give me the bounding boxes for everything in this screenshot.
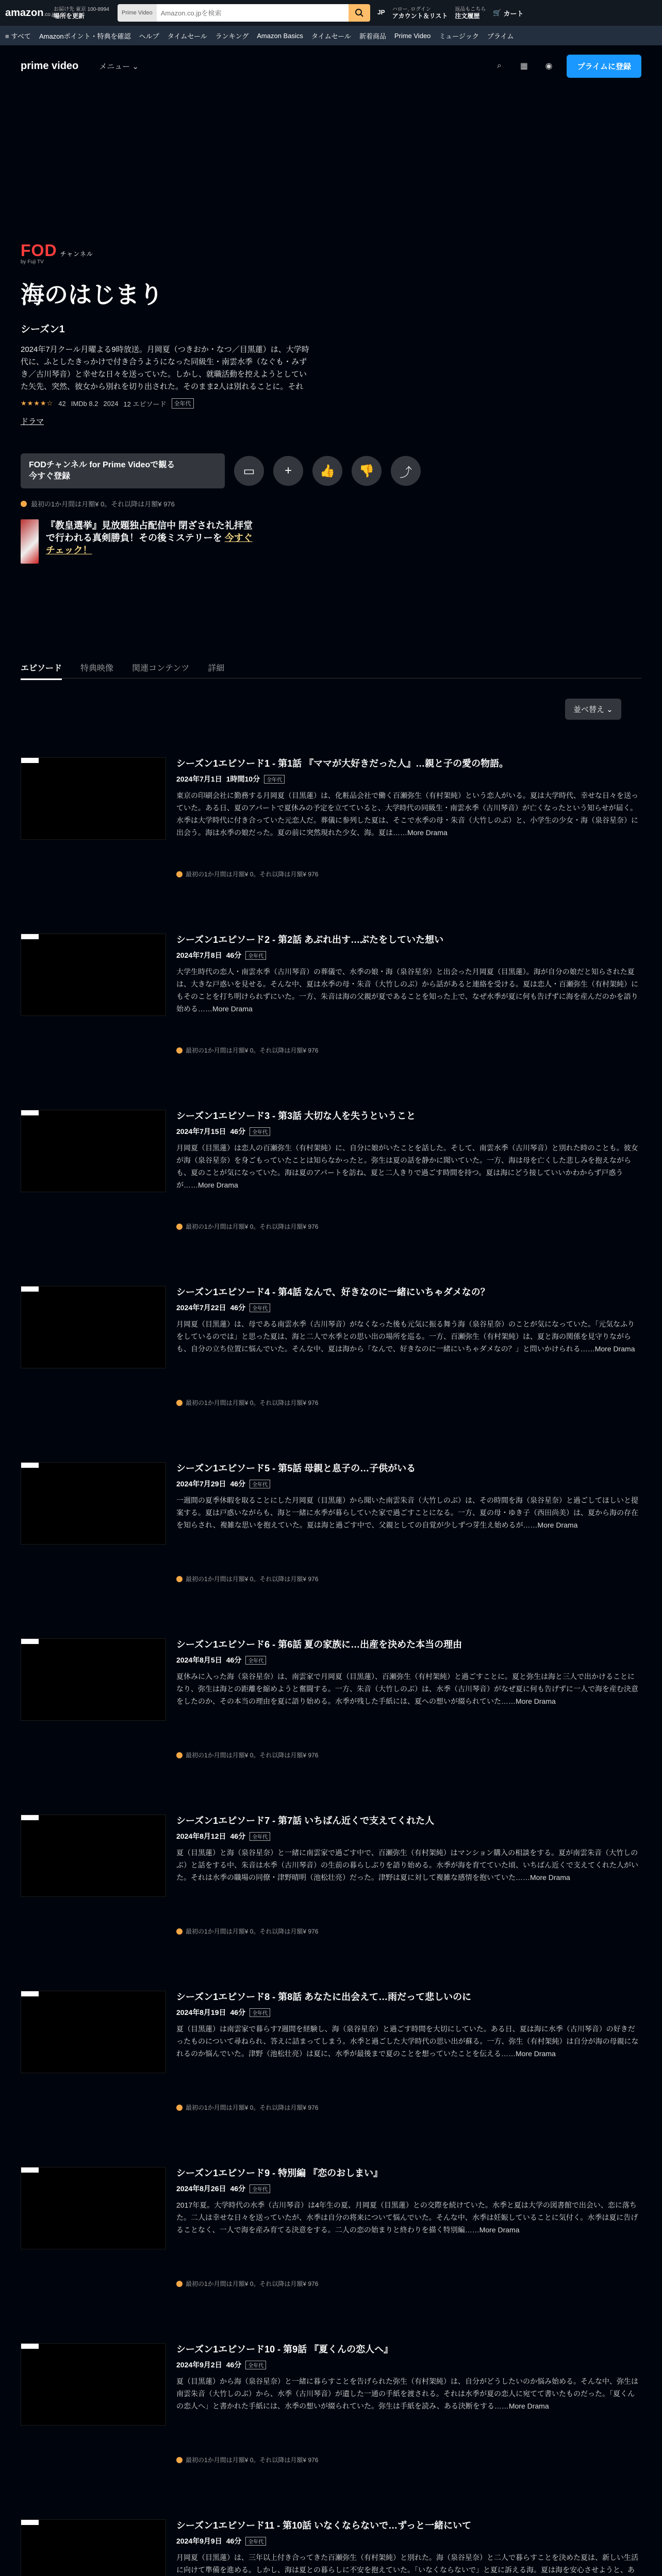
episode-offer-text: 最初の1か月間は月額¥ 0。それ以降は月額¥ 976 (186, 2456, 319, 2464)
episode-date: 2024年8月5日 (176, 1656, 222, 1664)
page-title: 海のはじまり (21, 281, 163, 309)
episode-description: 東京の印刷会社に勤務する月岡夏（目黒蓮）は、化粧品会社で働く百瀬弥生（有村架純）という恋人がいる。夏は大学時代、幸せな日々を送っていた。ある日、夏のアパートで夏休みの予定を立てていると、大学時代の同級生・南雲水季（古川琴音）が亡くなったという知らせが届く。水季は大学時代に付き合っていた元恋人だ。葬儀に参列した夏は、そこで水季の母・朱音（大竹しのぶ）と、小学生の少女・海（泉谷星奈）に出会う。海は水季の娘だった。夏の前に突然現れた少女、海。夏は……More Drama (176, 791, 638, 837)
nav-item[interactable]: Prime Video (394, 31, 431, 40)
thumbnail-logo (21, 1463, 39, 1468)
amazon-nav-bar (0, 26, 662, 45)
episode-meta (176, 1655, 641, 1665)
episode-title[interactable]: シーズン1エピソード8 - 第8話 あなたに出会えて…雨だって悲しいのに (176, 1992, 472, 2002)
episode-date: 2024年7月8日 (176, 951, 222, 959)
fine-print-text: 最初の1か月間は月額¥ 0。それ以降は月額¥ 976 (31, 500, 175, 508)
orders-link[interactable]: 返品もこちら 注文履歴 (455, 6, 486, 20)
episode-count: 12 エピソード (123, 400, 167, 408)
episode-title[interactable]: シーズン1エピソード3 - 第3話 大切な人を失うということ (176, 1111, 416, 1121)
episode-offer-text: 最初の1か月間は月額¥ 0。それ以降は月額¥ 976 (186, 1928, 319, 1935)
age-rating-badge: 全年代 (245, 2361, 266, 2369)
share-button[interactable] (391, 456, 421, 486)
share-icon: ⤴ (400, 465, 412, 480)
episode-thumbnail[interactable] (21, 1638, 166, 1721)
thumbnail-logo (21, 2520, 39, 2525)
episode-item[interactable] (21, 1110, 641, 1264)
age-rating-badge: 全年代 (172, 398, 194, 409)
amazon-logo[interactable]: amazon.co.jp (5, 7, 56, 19)
episode-thumbnail[interactable] (21, 1462, 166, 1545)
episode-body (176, 2519, 641, 2576)
hero-details (21, 241, 309, 427)
thumbnail-logo (21, 934, 39, 939)
age-rating-badge: 全年代 (250, 2184, 270, 2193)
meta-row (21, 398, 309, 409)
episode-offer-note (176, 1222, 641, 1231)
prime-video-header (0, 45, 662, 87)
episode-meta (176, 1479, 641, 1489)
episode-date: 2024年7月1日 (176, 775, 222, 783)
age-rating-badge: 全年代 (250, 1832, 270, 1841)
episode-meta (176, 2536, 641, 2546)
tab-bonus[interactable]: 特典映像 (80, 664, 114, 673)
episode-body (176, 1462, 641, 1583)
promo-thumbnail (21, 519, 39, 564)
episode-duration: 46分 (230, 2184, 246, 2193)
episode-description: 大学生時代の恋人・南雲水季（古川琴音）の葬儀で、水季の娘・海（泉谷星奈）と出会った月岡夏（目黒蓮）。海が自分の娘だと知らされた夏は、大きな戸惑いを見せる。そんな中、夏は水季の母・朱音（大竹しのぶ）から話があると連絡を受ける。夏は恋人・百瀬弥生（有村架純）にもそのことを打ち明けられずにいた。一方、朱音は海の父親が夏であることを知った上で、なぜ水季が夏に何も告げずに海を産んだのかを語り始める……More Drama (176, 968, 638, 1013)
subscription-fine-print (21, 499, 175, 509)
episode-item[interactable] (21, 2519, 641, 2576)
episode-item[interactable] (21, 1991, 641, 2145)
episode-duration: 46分 (230, 1480, 246, 1488)
offer-icon (176, 2281, 183, 2287)
episode-thumbnail[interactable] (21, 934, 166, 1016)
episode-body (176, 2343, 641, 2464)
episode-item[interactable] (21, 1638, 641, 1793)
episode-thumbnail[interactable] (21, 757, 166, 840)
episode-meta (176, 1831, 641, 1841)
episode-title[interactable]: シーズン1エピソード1 - 第1話 『ママが大好きだった人』…親と子の愛の物語。 (176, 758, 509, 769)
thumbnail-logo (21, 1815, 39, 1820)
episode-body (176, 1815, 641, 1936)
thumbnail-logo (21, 1286, 39, 1292)
episode-body (176, 2167, 641, 2288)
account-menu[interactable]: ハロー, ログイン アカウント＆リスト (392, 6, 448, 20)
action-row (21, 453, 421, 488)
subscribe-line1: FODチャンネル for Prime Videoで観る (29, 461, 175, 469)
subscribe-button[interactable] (21, 453, 225, 488)
nav-item[interactable]: 新着商品 (359, 32, 386, 40)
episode-meta (176, 2007, 641, 2018)
nav-item[interactable]: ランキング (215, 32, 249, 40)
age-rating-badge: 全年代 (250, 1303, 270, 1312)
tab-related[interactable]: 関連コンテンツ (132, 664, 190, 673)
episode-duration: 1時間10分 (226, 775, 260, 783)
search-input[interactable] (157, 4, 349, 22)
episode-title[interactable]: シーズン1エピソード4 - 第4話 なんで、好きなのに一緒にいちゃダメなの？ (176, 1287, 490, 1297)
episode-thumbnail[interactable] (21, 1815, 166, 1897)
release-year: 2024 (103, 399, 119, 408)
episode-description: 夏（目黒蓮）と海（泉谷星奈）と一緒に南雲家で過ごす中で、百瀬弥生（有村架純）はマンション購入の相談をする。夏が南雲朱音（大竹しのぶ）と話をする中、朱音は水季（古川琴音）の生前の暮らしぶりを語り始める。水季が海を育てていた頃、いちばん近くで支えてくれた人がいた。それは水季の職場の同僚・津野晴明（池松壮亮）だった。津野は夏に対して複雑な感情を抱いていた……More Drama (176, 1849, 638, 1882)
offer-icon (176, 1576, 183, 1582)
age-rating-badge: 全年代 (264, 775, 285, 784)
episode-date: 2024年7月22日 (176, 1303, 226, 1312)
episode-thumbnail[interactable] (21, 1286, 166, 1368)
episode-meta (176, 950, 641, 960)
episode-item[interactable] (21, 1286, 641, 1440)
thumbs-up-icon: 👍 (320, 464, 335, 478)
nav-item[interactable]: Amazon Basics (257, 31, 303, 40)
episode-title[interactable]: シーズン1エピソード7 - 第7話 いちばん近くで支えてくれた人 (176, 1816, 435, 1826)
offer-icon (176, 871, 183, 877)
episode-offer-note (176, 870, 641, 878)
episode-description: 一週間の夏季休暇を取ることにした月岡夏（目黒蓮）から聞いた南雲朱音（大竹しのぶ）は、その時間を海（泉谷星奈）と過ごしてほしいと提案する。夏は戸惑いながらも、海と一緒に水季が暮らしていた家で過ごすことになる。一方、夏の母・ゆき子（西田尚美）は、夏から海の存在を知らされ、複雑な思いを抱えていた。夏は海と過ごす中で、父親としての自覚が少しずつ芽生え始めるが……More Drama (176, 1496, 638, 1529)
episode-date: 2024年9月9日 (176, 2537, 222, 2545)
content-tabs (21, 662, 224, 680)
episode-item[interactable] (21, 2343, 641, 2498)
deliver-to[interactable]: お届け先 東京 100-8994 場所を更新 (54, 6, 109, 20)
episode-offer-note (176, 2103, 641, 2112)
episode-offer-note (176, 1398, 641, 1407)
episode-description: 夏（目黒蓮）は南雲家で暮らす7週間を経験し、海（泉谷星奈）と過ごす時間を大切にしていた。ある日、夏は海に水季（古川琴音）の好きだったものについて尋ねられ、答えに詰まってしまう。水季と過ごした大学時代の思い出が蘇る。一方、弥生（有村架純）は自分が海の母親になれるのか悩んでいた。津野（池松壮亮）は夏に、水季が最後まで夏のことを想っていたことを伝える……More Drama (176, 2025, 639, 2058)
trailer-icon: ▭ (243, 464, 255, 478)
cart-button[interactable]: 🛒 カート (493, 9, 524, 18)
episode-thumbnail[interactable] (21, 1991, 166, 2073)
episode-body (176, 757, 641, 878)
nav-item[interactable]: Amazonポイント・特典を確認 (39, 32, 131, 40)
episode-item[interactable] (21, 757, 641, 912)
episode-title[interactable]: シーズン1エピソード5 - 第5話 母親と息子の…子供がいる (176, 1463, 416, 1473)
episode-offer-text: 最初の1か月間は月額¥ 0。それ以降は月額¥ 976 (186, 1752, 319, 1759)
episode-title[interactable]: シーズン1エピソード6 - 第6話 夏の家族に…出産を決めた本当の理由 (176, 1639, 462, 1650)
imdb-rating: IMDb 8.2 (71, 399, 98, 408)
episode-thumbnail[interactable] (21, 2167, 166, 2249)
prime-video-logo[interactable]: prime video (21, 60, 79, 72)
episode-description: 夏（目黒蓮）から海（泉谷星奈）と一緒に暮らすことを告げられた弥生（有村架純）は、自分がどうしたいのか悩み始める。そんな中、弥生は南雲朱音（大竹しのぶ）から、水季（古川琴音）が遺した一通の手紙を渡される。それは水季が夏の恋人に宛てて書いたものだった。「夏くんの恋人へ」と書かれた手紙には、水季の想いが綴られていた。弥生は手紙を読み、ある決断をする……More Drama (176, 2377, 638, 2410)
thumbnail-logo (21, 2167, 39, 2173)
nav-item[interactable]: ≡ すべて (5, 32, 31, 40)
episode-offer-note (176, 2279, 641, 2288)
profile-icon[interactable]: ◉ (545, 62, 553, 71)
episode-description: 2017年夏。大学時代の水季（古川琴音）は4年生の夏、月岡夏（目黒蓮）との交際を続けていた。水季と夏は大学の図書館で出会い、恋に落ちた。二人は幸せな日々を送っていたが、水季は自分の将来について悩んでいた。そんな中、水季は妊娠していることに気付く。水季は夏に告げることなく、一人で海を産み育てる決意をする。二人の恋の始まりと終わりを描く特別編……More Drama (176, 2201, 638, 2234)
search-bar (118, 4, 370, 22)
offer-icon (176, 2105, 183, 2111)
tab-episodes[interactable]: エピソード (21, 662, 62, 680)
join-prime-button[interactable]: プライムに登録 (567, 55, 641, 78)
add-to-watchlist-button[interactable] (273, 456, 303, 486)
nav-item[interactable]: ヘルプ (139, 32, 159, 40)
thumbnail-logo (21, 1110, 39, 1115)
episode-body (176, 1110, 641, 1231)
episode-thumbnail[interactable] (21, 1110, 166, 1192)
episode-offer-text: 最初の1か月間は月額¥ 0。それ以降は月額¥ 976 (186, 1223, 319, 1230)
prime-video-header-right (492, 55, 641, 78)
prime-video-menu[interactable]: メニュー ⌄ (99, 62, 139, 71)
tab-details[interactable]: 詳細 (208, 664, 225, 673)
episode-body (176, 1991, 641, 2112)
cart-icon: 🛒 (493, 9, 502, 16)
thumbnail-logo (21, 758, 39, 763)
nav-item[interactable]: タイムセール (167, 32, 207, 40)
episode-duration: 46分 (230, 2008, 246, 2016)
episode-offer-text: 最初の1か月間は月額¥ 0。それ以降は月額¥ 976 (186, 2104, 319, 2111)
offer-icon (176, 1047, 183, 1054)
episode-meta (176, 2360, 641, 2370)
genre-link[interactable]: ドラマ (21, 417, 44, 426)
offer-icon (176, 1752, 183, 1758)
age-rating-badge: 全年代 (250, 1480, 270, 1488)
episode-duration: 46分 (226, 2361, 242, 2369)
episode-date: 2024年7月29日 (176, 1480, 226, 1488)
episode-duration: 46分 (230, 1127, 246, 1136)
promo-link[interactable]: 今すぐチェック！ (46, 533, 253, 555)
episode-title[interactable]: シーズン1エピソード9 - 特別編 『恋のおしまい』 (176, 2168, 383, 2178)
episode-duration: 46分 (226, 1656, 242, 1664)
offer-icon (176, 1224, 183, 1230)
episode-duration: 46分 (230, 1303, 246, 1312)
episode-duration: 46分 (230, 1832, 246, 1840)
channel-logo: FOD チャンネル (21, 241, 93, 260)
episode-meta (176, 1126, 641, 1137)
tab-divider (21, 678, 641, 679)
episode-description: 夏休みに入った海（泉谷星奈）は、南雲家で月岡夏（目黒蓮）、百瀬弥生（有村架純）と過ごすことに。夏と弥生は海と三人で出かけることになり、弥生は海との距離を縮めようと奮闘する。一方、朱音（大竹しのぶ）は、水季（古川琴音）がなぜ夏に何も告げずに一人で海を産む決意をしたのか、その本当の理由を夏に語り始める。水季が残した手紙には、夏への想いが綴られていた……More Drama (176, 1672, 638, 1705)
episode-thumbnail[interactable] (21, 2519, 166, 2576)
episode-offer-text: 最初の1か月間は月額¥ 0。それ以降は月額¥ 976 (186, 2280, 319, 2287)
promo-banner[interactable] (21, 519, 258, 564)
episode-duration: 46分 (226, 951, 242, 959)
like-button[interactable] (312, 456, 342, 486)
episode-duration: 46分 (226, 2537, 242, 2545)
search-button[interactable] (349, 4, 370, 22)
episode-body (176, 1638, 641, 1759)
synopsis: 2024年7月クール月曜よる9時放送。月岡夏（つきおか・なつ／目黒蓮）は、大学時代に、ふとしたきっかけで付き合うようになった同級生・南雲水季（なぐも・みずき／古川琴音）と幸せな日々を送っていた。しかし、就職活動を控えようとしていた矢先、突然、彼女から別れを切り出された。そのまま2人は別れることに。それ (21, 345, 309, 391)
episode-offer-note (176, 1751, 641, 1759)
episode-description: 月岡夏（目黒蓮）は、母である南雲水季（古川琴音）がなくなった後も元気に振る舞う海（泉谷星奈）のことが気になっていた。「元気なふりをしているのでは」と思った夏は、海と二人で水季との思い出の場所を巡る。一方、百瀬弥生（有村架純）は、夏と海の関係を見守りながらも、自分の立ち位置に悩んでいた。そんな中、夏は海から「なんで、好きなのに一緒にいちゃダメなの？」と問いかけられる……More Drama (176, 1320, 635, 1353)
age-rating-badge: 全年代 (245, 2537, 266, 2546)
episode-thumbnail[interactable] (21, 2343, 166, 2426)
thumbs-down-icon: 👎 (359, 464, 374, 478)
episode-offer-text: 最初の1か月間は月額¥ 0。それ以降は月額¥ 976 (186, 1399, 319, 1406)
nav-item[interactable]: タイムセール (311, 32, 351, 40)
age-rating-badge: 全年代 (245, 951, 266, 960)
episode-item[interactable] (21, 1815, 641, 1969)
search-category-select[interactable]: Prime Video (118, 4, 157, 22)
episode-description: 月岡夏（目黒蓮）は、三年以上付き合ってきた百瀬弥生（有村架純）と別れた。海（泉谷星奈）と二人で暮らすことを決めた夏は、新しい生活に向けて準備を進める。しかし、海は夏との暮らしに不安を抱えていた。「いなくならないで」と夏に訴える海。夏は海を安心させようと、あ (176, 2553, 638, 2574)
amazon-top-bar (0, 0, 662, 26)
offer-icon (21, 501, 27, 507)
nav-item[interactable]: プライム (487, 32, 514, 40)
search-icon[interactable]: ⌕ (496, 61, 502, 70)
offer-icon (176, 1928, 183, 1935)
episode-title[interactable]: シーズン1エピソード2 - 第2話 あぶれ出す…ぶたをしていた想い (176, 935, 444, 945)
rating-count: 42 (58, 399, 66, 408)
episode-date: 2024年7月15日 (176, 1127, 226, 1136)
thumbnail-logo (21, 2344, 39, 2349)
channel-sub: by Fuji TV (21, 259, 44, 265)
episode-offer-note (176, 1574, 641, 1583)
episode-meta (176, 1302, 641, 1313)
episode-item[interactable] (21, 2167, 641, 2321)
episode-date: 2024年8月12日 (176, 1832, 226, 1840)
nav-item[interactable]: ミュージック (439, 32, 479, 40)
trailer-button[interactable] (234, 456, 264, 486)
episode-body (176, 1286, 641, 1407)
promo-text: 『教皇選挙』見放題独占配信中 閉ざされた礼拝堂で行われる真剣勝負！その後ミステリーを 今すぐチェック！ (46, 520, 253, 555)
age-rating-badge: 全年代 (245, 1656, 266, 1665)
age-rating-badge: 全年代 (250, 2008, 270, 2017)
episode-offer-note (176, 2455, 641, 2464)
grid-icon[interactable]: ▦ (520, 62, 528, 71)
episode-date: 2024年9月2日 (176, 2361, 222, 2369)
subscribe-line2: 今すぐ登録 (29, 472, 71, 481)
dislike-button[interactable] (352, 456, 382, 486)
star-rating: ★★★★☆ (21, 399, 54, 407)
season-selector[interactable]: シーズン1 (21, 324, 65, 335)
episode-date: 2024年8月26日 (176, 2184, 226, 2193)
plus-icon: + (284, 464, 292, 478)
episode-date: 2024年8月19日 (176, 2008, 226, 2016)
episode-description: 月岡夏（目黒蓮）は恋人の百瀬弥生（有村架純）に、自分に娘がいたことを話した。そして、南雲水季（古川琴音）と別れた時のことも。彼女が海（泉谷星奈）を身ごもっていたことは知らなかったと。弥生は夏の話を静かに聞いていた。一方、海は母を亡くした悲しみを抱えながらも、夏のことが気になっていた。海は夏のアパートを訪ね、夏と二人きりで過ごす時間を持つ。夏は海にどう接していいかわからず戸惑うが……More Drama (176, 1144, 638, 1189)
episode-item[interactable] (21, 934, 641, 1088)
episode-offer-text: 最初の1か月間は月額¥ 0。それ以降は月額¥ 976 (186, 871, 319, 878)
episode-item[interactable] (21, 1462, 641, 1617)
episode-title[interactable]: シーズン1エピソード11 - 第10話 いなくならないで…ずっと一緒にいて (176, 2520, 472, 2531)
language-selector[interactable]: JP (377, 9, 385, 16)
sort-dropdown[interactable]: 並べ替え ⌄ (565, 699, 621, 720)
offer-icon (176, 2457, 183, 2463)
episode-meta (176, 774, 641, 784)
search-icon (355, 8, 364, 18)
episode-meta (176, 2183, 641, 2194)
episode-offer-note (176, 1927, 641, 1936)
age-rating-badge: 全年代 (250, 1127, 270, 1136)
episode-body (176, 934, 641, 1055)
offer-icon (176, 1400, 183, 1406)
episode-offer-text: 最初の1か月間は月額¥ 0。それ以降は月額¥ 976 (186, 1047, 319, 1054)
episode-offer-text: 最初の1か月間は月額¥ 0。それ以降は月額¥ 976 (186, 1575, 319, 1583)
episode-title[interactable]: シーズン1エピソード10 - 第9話 『夏くんの恋人へ』 (176, 2344, 393, 2354)
thumbnail-logo (21, 1639, 39, 1644)
episode-offer-note (176, 1046, 641, 1055)
thumbnail-logo (21, 1991, 39, 1996)
